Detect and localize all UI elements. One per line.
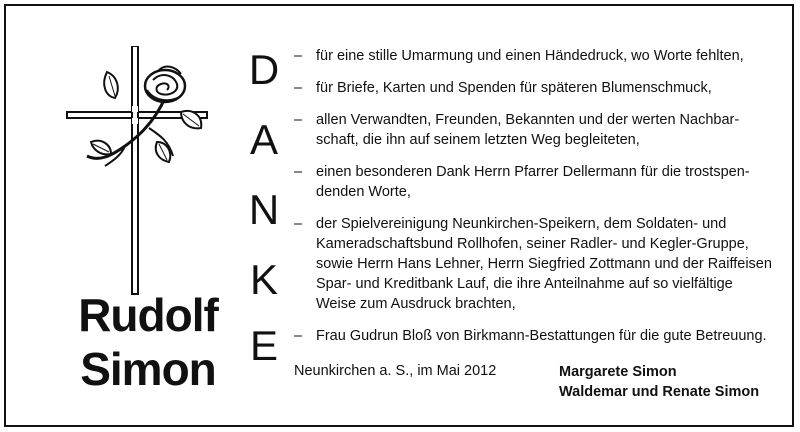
danke-letter-n: N: [248, 186, 280, 233]
dash-bullet: –: [294, 48, 303, 64]
danke-letter-a: A: [249, 116, 278, 163]
danke-letter-k: K: [249, 256, 278, 303]
danke-letter-d: D: [248, 46, 280, 93]
thanks-item: [294, 326, 776, 346]
dash-bullet: –: [294, 164, 303, 180]
danke-letter-e: E: [249, 322, 278, 369]
thanks-list: [294, 46, 776, 358]
thanks-item-text: einen besonderen Dank Herrn Pfarrer Dellermann für die trostspen-denden Worte,: [316, 164, 750, 200]
thanks-item: [294, 78, 776, 98]
dash-bullet: –: [294, 80, 303, 96]
signer-name: Waldemar und Renate Simon: [559, 384, 760, 400]
thanks-item: [294, 110, 776, 150]
signers: [559, 362, 759, 402]
dash-bullet: –: [294, 216, 303, 232]
place-and-date: Neunkirchen a. S., im Mai 2012: [294, 363, 497, 379]
signer-name: Margarete Simon: [559, 364, 677, 380]
dash-bullet: –: [294, 328, 303, 344]
thanks-item-text: allen Verwandten, Freunden, Bekannten und der werten Nachbar-schaft, die ihn auf seinem letzten Weg begleiteten,: [316, 112, 740, 148]
dash-bullet: –: [294, 112, 303, 128]
thanks-item-text: für Briefe, Karten und Spenden für späteren Blumenschmuck,: [316, 80, 712, 96]
deceased-first-name: Rudolf: [78, 289, 218, 341]
deceased-last-name: Simon: [80, 343, 216, 395]
thanks-item: [294, 162, 776, 202]
thanks-item-text: für eine stille Umarmung und einen Händedruck, wo Worte fehlten,: [316, 48, 744, 64]
cross-with-rose-icon: [61, 46, 221, 296]
thanks-item: [294, 214, 776, 314]
thanks-item-text: der Spielvereinigung Neunkirchen-Speikern, dem Soldaten- und Kameradschaftsbund Rollhofen, seiner Radler- und Kegler-Gruppe, sowie Herrn Hans Lehner, Herrn Siegfried Zottmann und der Raiffeisen Spar- und Kreditbank Lauf, die ihre Anteilnahme auf so vielfältige Weise zum Ausdruck brachten,: [316, 216, 772, 312]
thanks-item-text: Frau Gudrun Bloß von Birkmann-Bestattungen für die gute Betreuung.: [316, 328, 767, 344]
thanks-item: [294, 46, 776, 66]
obituary-thanks-card: [4, 4, 794, 427]
